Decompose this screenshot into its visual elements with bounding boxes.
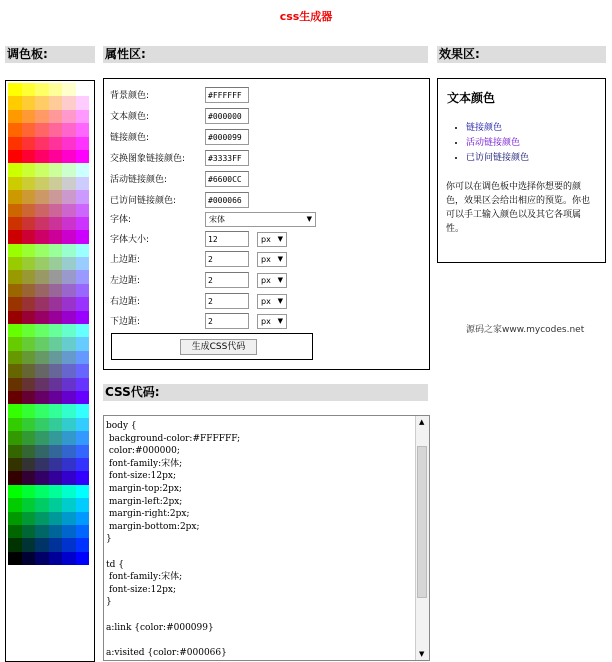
bg-color-label: 背景颜色: [110,91,150,101]
palette-swatch[interactable] [62,471,76,484]
palette-swatch[interactable] [8,83,22,96]
scroll-up-icon[interactable]: ▲ [419,418,425,426]
palette-swatch[interactable] [22,150,36,163]
palette-swatch[interactable] [76,217,90,230]
effect-link-normal-text: 链接颜色 [466,123,503,133]
palette-swatch[interactable] [22,83,36,96]
palette-swatch[interactable] [8,257,22,270]
palette-swatch[interactable] [8,230,22,243]
palette-swatch[interactable] [35,270,49,283]
palette-swatch[interactable] [22,163,36,176]
palette-swatch[interactable] [49,190,63,203]
palette-swatch[interactable] [76,257,90,270]
css-code-heading: CSS代码: [103,384,428,401]
palette-swatch[interactable] [22,284,36,297]
palette-swatch[interactable] [49,177,63,190]
margin-left-input[interactable]: 2 [205,272,249,288]
palette-swatch[interactable] [35,284,49,297]
palette-swatch[interactable] [62,485,76,498]
palette-swatch[interactable] [62,538,76,551]
palette-swatch[interactable] [35,512,49,525]
palette-swatch[interactable] [35,324,49,337]
palette-swatch[interactable] [49,204,63,217]
palette-swatch[interactable] [76,404,90,417]
palette-swatch[interactable] [22,257,36,270]
text-color-input[interactable]: #000000 [205,108,249,124]
palette-swatch[interactable] [62,150,76,163]
palette-swatch[interactable] [62,351,76,364]
palette-swatch[interactable] [76,96,90,109]
palette-swatch[interactable] [49,270,63,283]
palette-swatch[interactable] [76,110,90,123]
palette-swatch[interactable] [35,471,49,484]
palette-swatch[interactable] [8,190,22,203]
palette-swatch[interactable] [49,458,63,471]
palette-swatch[interactable] [49,552,63,565]
palette-swatch[interactable] [49,297,63,310]
bg-color-input[interactable]: #FFFFFF [205,87,249,103]
palette-swatch[interactable] [76,83,90,96]
palette-swatch[interactable] [8,378,22,391]
margin-bottom-label: 下边距: [110,317,141,327]
palette-swatch[interactable] [22,364,36,377]
palette-swatch[interactable] [35,498,49,511]
effect-link-active[interactable] [466,136,529,151]
palette-swatch[interactable] [76,525,90,538]
palette-swatch[interactable] [35,150,49,163]
palette-swatch[interactable] [76,512,90,525]
palette-swatch[interactable] [22,297,36,310]
palette-swatch[interactable] [49,445,63,458]
chevron-down-icon: ▼ [277,317,283,325]
css-code-textarea[interactable] [103,415,430,661]
palette-swatch[interactable] [62,230,76,243]
img-link-color-label: 交换图象链接颜色: [110,154,186,164]
palette-swatch[interactable] [62,337,76,350]
palette-swatch[interactable] [76,190,90,203]
palette-swatch[interactable] [35,364,49,377]
palette-swatch[interactable] [62,190,76,203]
palette-swatch[interactable] [76,364,90,377]
margin-bottom-unit-select[interactable] [257,314,287,329]
palette-swatch[interactable] [62,498,76,511]
active-link-color-input[interactable]: #6600CC [205,171,249,187]
palette-swatch[interactable] [8,525,22,538]
palette-heading: 调色板: [5,46,95,63]
margin-right-label: 右边距: [110,297,141,307]
palette-swatch[interactable] [35,190,49,203]
palette-swatch[interactable] [35,297,49,310]
active-link-color-label: 活动链接颜色: [110,175,168,185]
generate-button-frame [111,333,313,360]
palette-swatch[interactable] [35,83,49,96]
palette-swatch[interactable] [8,418,22,431]
page-title: css生成器 [279,10,333,23]
palette-swatch[interactable] [22,538,36,551]
effect-preview-panel [437,78,606,263]
palette-swatch[interactable] [76,552,90,565]
palette-swatch[interactable] [49,538,63,551]
palette-swatch[interactable] [35,418,49,431]
palette-swatch[interactable] [49,471,63,484]
font-size-label: 字体大小: [110,235,150,245]
palette-swatch[interactable] [49,311,63,324]
palette-swatch[interactable] [62,404,76,417]
palette-swatch[interactable] [62,244,76,257]
palette-swatch[interactable] [49,96,63,109]
palette-swatch[interactable] [49,512,63,525]
palette-swatch[interactable] [22,525,36,538]
palette-swatch[interactable] [49,123,63,136]
palette-swatch[interactable] [22,498,36,511]
effect-link-normal[interactable] [466,121,529,136]
palette-swatch[interactable] [35,230,49,243]
palette-swatch[interactable] [62,204,76,217]
palette-swatch[interactable] [62,163,76,176]
palette-swatch[interactable] [22,391,36,404]
palette-swatch[interactable] [22,204,36,217]
margin-top-label: 上边距: [110,255,141,265]
palette-swatch[interactable] [8,244,22,257]
palette-swatch[interactable] [62,512,76,525]
palette-swatch[interactable] [62,83,76,96]
link-color-input[interactable]: #000099 [205,129,249,145]
palette-swatch[interactable] [76,244,90,257]
palette-swatch[interactable] [35,137,49,150]
palette-swatch[interactable] [49,418,63,431]
palette-swatch[interactable] [76,163,90,176]
font-family-value: 宋体 [209,215,225,224]
palette-swatch[interactable] [76,538,90,551]
palette-swatch[interactable] [62,552,76,565]
margin-right-input[interactable]: 2 [205,293,249,309]
palette-swatch[interactable] [49,150,63,163]
palette-swatch[interactable] [49,498,63,511]
palette-swatch[interactable] [49,217,63,230]
palette-swatch[interactable] [76,137,90,150]
palette-swatch[interactable] [35,391,49,404]
palette-swatch[interactable] [76,177,90,190]
palette-swatch[interactable] [22,445,36,458]
palette-swatch[interactable] [62,431,76,444]
palette-swatch[interactable] [62,177,76,190]
palette-swatch[interactable] [62,110,76,123]
link-color-label: 链接颜色: [110,133,150,143]
palette-swatch[interactable] [35,311,49,324]
palette-swatch[interactable] [22,378,36,391]
palette-swatch[interactable] [22,337,36,350]
palette-swatch[interactable] [22,244,36,257]
palette-swatch[interactable] [35,110,49,123]
palette-swatch[interactable] [49,230,63,243]
effect-heading: 效果区: [437,46,606,63]
palette-swatch[interactable] [76,337,90,350]
palette-swatch[interactable] [22,458,36,471]
palette-swatch[interactable] [35,458,49,471]
palette-swatch[interactable] [35,351,49,364]
palette-swatch[interactable] [8,110,22,123]
palette-swatch[interactable] [8,364,22,377]
palette-swatch[interactable] [8,123,22,136]
margin-right-unit-value: px [261,297,271,306]
effect-description: 你可以在调色板中选择你想要的颜色，效果区会给出相应的预览。你也可以手工输入颜色以及其它各项属性。 [446,182,591,234]
palette-swatch[interactable] [49,137,63,150]
margin-top-unit-value: px [261,255,271,264]
palette-swatch[interactable] [49,431,63,444]
palette-swatch[interactable] [49,404,63,417]
margin-left-unit-select[interactable] [257,273,287,288]
palette-swatch[interactable] [35,217,49,230]
palette-swatch[interactable] [76,378,90,391]
palette-swatch[interactable] [49,391,63,404]
palette-swatch[interactable] [35,204,49,217]
palette-swatch[interactable] [22,552,36,565]
properties-heading: 属性区: [103,46,428,63]
font-family-select[interactable] [205,212,316,227]
palette-swatch[interactable] [22,270,36,283]
chevron-down-icon: ▼ [277,276,283,284]
palette-swatch[interactable] [62,137,76,150]
color-palette [5,80,95,662]
effect-link-visited-text: 已访问链接颜色 [466,153,530,163]
palette-swatch[interactable] [62,284,76,297]
palette-swatch[interactable] [8,177,22,190]
chevron-down-icon: ▼ [277,235,283,243]
palette-swatch[interactable] [35,96,49,109]
palette-swatch[interactable] [22,311,36,324]
generate-css-button[interactable]: 生成CSS代码 [180,339,257,355]
palette-swatch[interactable] [62,445,76,458]
palette-swatch[interactable] [49,83,63,96]
palette-swatch[interactable] [62,297,76,310]
palette-swatch[interactable] [8,512,22,525]
palette-swatch[interactable] [8,458,22,471]
palette-swatch[interactable] [35,445,49,458]
palette-swatch[interactable] [62,324,76,337]
palette-swatch[interactable] [8,96,22,109]
palette-swatch[interactable] [76,311,90,324]
palette-swatch[interactable] [8,471,22,484]
palette-swatch[interactable] [22,123,36,136]
palette-swatch[interactable] [76,270,90,283]
margin-left-label: 左边距: [110,276,141,286]
palette-swatch[interactable] [62,378,76,391]
margin-right-unit-select[interactable] [257,294,287,309]
palette-swatch[interactable] [76,418,90,431]
palette-swatch[interactable] [76,471,90,484]
watermark-text: 源码之家www.mycodes.net [466,325,585,335]
visited-link-color-input[interactable]: #000066 [205,192,249,208]
effect-link-visited[interactable] [466,151,529,166]
palette-swatch[interactable] [62,364,76,377]
palette-swatch[interactable] [8,391,22,404]
palette-swatch[interactable] [8,552,22,565]
palette-swatch[interactable] [76,123,90,136]
palette-swatch[interactable] [62,96,76,109]
palette-swatch[interactable] [76,150,90,163]
palette-swatch[interactable] [35,485,49,498]
palette-swatch[interactable] [76,351,90,364]
font-family-label: 字体: [110,215,132,225]
palette-swatch[interactable] [35,378,49,391]
palette-swatch[interactable] [22,177,36,190]
margin-left-unit-value: px [261,276,271,285]
palette-swatch[interactable] [22,418,36,431]
palette-swatch[interactable] [76,230,90,243]
font-size-input[interactable]: 12 [205,231,249,247]
palette-swatch[interactable] [8,150,22,163]
palette-swatch[interactable] [8,311,22,324]
palette-swatch[interactable] [76,485,90,498]
palette-swatch[interactable] [8,445,22,458]
palette-swatch[interactable] [35,177,49,190]
palette-swatch[interactable] [22,96,36,109]
text-color-label: 文本颜色: [110,112,150,122]
palette-swatch[interactable] [76,324,90,337]
palette-swatch[interactable] [22,217,36,230]
effect-link-list [450,121,529,166]
palette-swatch[interactable] [49,364,63,377]
palette-swatch[interactable] [8,284,22,297]
palette-swatch[interactable] [8,337,22,350]
palette-swatch[interactable] [49,284,63,297]
margin-bottom-input[interactable]: 2 [205,313,249,329]
palette-swatch[interactable] [76,284,90,297]
palette-swatch[interactable] [62,311,76,324]
palette-swatch[interactable] [22,137,36,150]
palette-swatch[interactable] [62,217,76,230]
palette-swatch[interactable] [49,257,63,270]
margin-top-input[interactable]: 2 [205,251,249,267]
palette-swatch[interactable] [22,485,36,498]
palette-swatch[interactable] [8,270,22,283]
palette-swatch[interactable] [22,471,36,484]
palette-swatch[interactable] [62,270,76,283]
palette-swatch[interactable] [8,431,22,444]
effect-heading-text: 文本颜色 [447,91,496,105]
palette-swatch[interactable] [35,404,49,417]
palette-swatch[interactable] [49,163,63,176]
properties-panel [103,78,430,370]
palette-swatch[interactable] [8,485,22,498]
palette-swatch[interactable] [62,123,76,136]
palette-swatch[interactable] [62,257,76,270]
chevron-down-icon: ▼ [277,297,283,305]
palette-swatch[interactable] [76,458,90,471]
code-scrollbar[interactable] [415,416,429,660]
palette-swatch[interactable] [49,337,63,350]
margin-top-unit-select[interactable] [257,252,287,267]
palette-swatch[interactable] [22,324,36,337]
palette-swatch[interactable] [8,324,22,337]
palette-swatch[interactable] [49,351,63,364]
palette-swatch[interactable] [35,257,49,270]
palette-swatch[interactable] [8,297,22,310]
chevron-down-icon: ▼ [277,255,283,263]
palette-swatch[interactable] [22,512,36,525]
palette-grid [8,83,89,565]
font-size-unit-select[interactable] [257,232,287,247]
palette-swatch[interactable] [76,445,90,458]
palette-swatch[interactable] [49,110,63,123]
palette-swatch[interactable] [35,538,49,551]
palette-swatch[interactable] [22,110,36,123]
palette-swatch[interactable] [49,378,63,391]
palette-swatch[interactable] [22,351,36,364]
img-link-color-input[interactable]: #3333FF [205,150,249,166]
palette-swatch[interactable] [49,485,63,498]
visited-link-color-label: 已访问链接颜色: [110,196,177,206]
palette-swatch[interactable] [35,337,49,350]
palette-swatch[interactable] [8,204,22,217]
palette-swatch[interactable] [35,431,49,444]
palette-swatch[interactable] [8,404,22,417]
palette-swatch[interactable] [8,163,22,176]
palette-swatch[interactable] [8,137,22,150]
palette-swatch[interactable] [35,123,49,136]
palette-swatch[interactable] [8,217,22,230]
palette-swatch[interactable] [62,418,76,431]
palette-swatch[interactable] [35,163,49,176]
chevron-down-icon: ▼ [306,215,312,223]
palette-swatch[interactable] [22,230,36,243]
palette-swatch[interactable] [22,190,36,203]
palette-swatch[interactable] [8,538,22,551]
palette-swatch[interactable] [49,244,63,257]
palette-swatch[interactable] [62,458,76,471]
palette-swatch[interactable] [35,552,49,565]
scroll-down-icon[interactable]: ▼ [419,650,425,658]
palette-swatch[interactable] [22,404,36,417]
palette-swatch[interactable] [62,525,76,538]
palette-swatch[interactable] [8,351,22,364]
css-code-content: body { background-color:#FFFFFF; color:#000000; font-family:宋体; font-size:12px; margin-top:2px; margin-left:2px; margin-right:2px; margin-bottom:2px; } td { font-family:宋体; font-size:12px; } a:link {color:#000099} a:visited {color:#000066} [106,421,241,658]
palette-swatch[interactable] [76,431,90,444]
palette-swatch[interactable] [76,297,90,310]
margin-bottom-unit-value: px [261,317,271,326]
palette-swatch[interactable] [76,204,90,217]
palette-swatch[interactable] [49,324,63,337]
scrollbar-thumb[interactable] [417,446,427,598]
palette-swatch[interactable] [35,244,49,257]
palette-swatch[interactable] [76,391,90,404]
font-size-unit-value: px [261,235,271,244]
palette-swatch[interactable] [22,431,36,444]
palette-swatch[interactable] [76,498,90,511]
palette-swatch[interactable] [49,525,63,538]
palette-swatch[interactable] [8,498,22,511]
palette-swatch[interactable] [62,391,76,404]
effect-link-active-text: 活动链接颜色 [466,138,521,148]
palette-swatch[interactable] [35,525,49,538]
